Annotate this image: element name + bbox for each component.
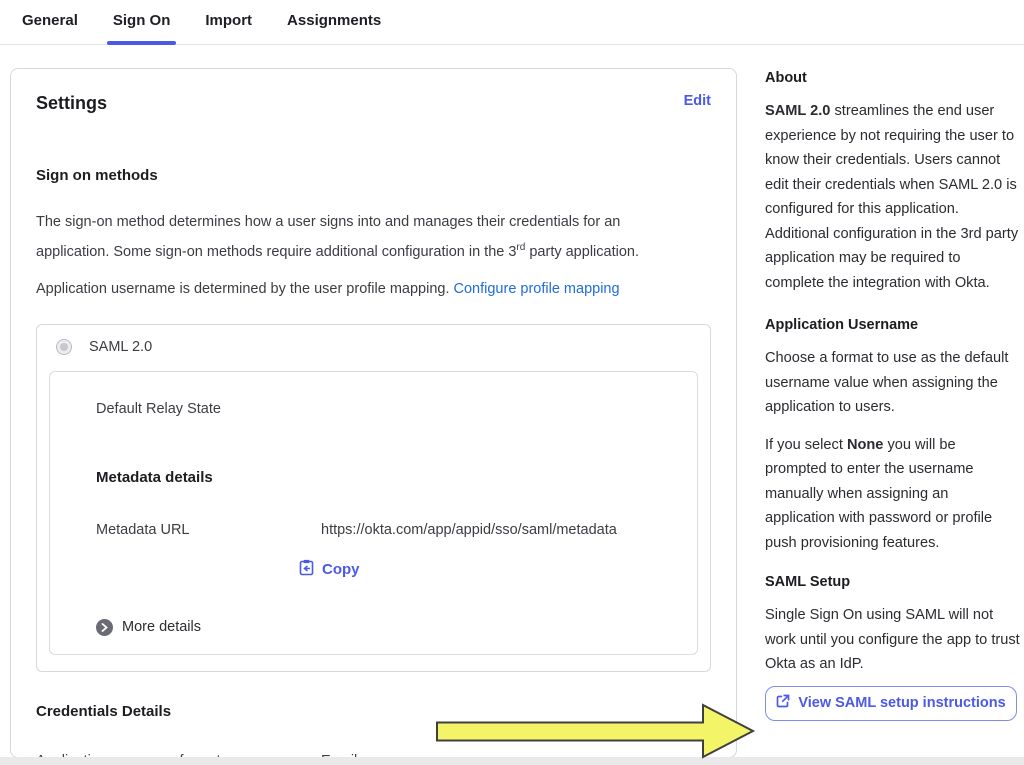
description-text-tail: party application. xyxy=(525,243,639,260)
metadata-url-label: Metadata URL xyxy=(96,521,190,538)
about-lead-bold: SAML 2.0 xyxy=(765,103,831,119)
application-username-heading: Application Username xyxy=(765,317,919,333)
clipboard-copy-icon xyxy=(299,559,314,580)
view-saml-setup-instructions-button[interactable] xyxy=(765,686,1017,721)
settings-card-header xyxy=(36,93,711,114)
setup-button-label: View SAML setup instructions xyxy=(798,695,1006,711)
description-superscript: rd xyxy=(516,242,526,253)
more-details-label: More details xyxy=(122,619,201,636)
sign-on-methods-heading: Sign on methods xyxy=(36,167,158,184)
help-sidebar xyxy=(765,70,1021,721)
credentials-details-heading: Credentials Details xyxy=(36,702,172,720)
metadata-details-heading: Metadata details xyxy=(96,468,213,486)
saml-setup-heading: SAML Setup xyxy=(765,574,851,590)
application-username-p1: Choose a format to use as the default username value when assigning the application to users. xyxy=(765,350,1009,415)
tab-assignments-label: Assignments xyxy=(287,12,382,29)
metadata-url-value: https://okta.com/app/appid/sso/saml/metadata xyxy=(321,521,617,538)
about-body-text: streamlines the end user experience by not requiring the user to know their credentials. Users cannot edit their credentials when SAML 2.0 is configured for this application. Additional configuration in the 3rd party application may be required to complete the integration with Okta. xyxy=(765,103,1019,291)
tab-sign-on-label: Sign On xyxy=(112,12,171,29)
copy-button-label: Copy xyxy=(322,560,360,578)
application-username-p2 xyxy=(765,433,1021,556)
tab-import[interactable] xyxy=(199,0,258,44)
saml-radio-button[interactable] xyxy=(56,339,72,355)
about-heading: About xyxy=(765,70,807,86)
saml-radio-label: SAML 2.0 xyxy=(89,338,153,355)
about-text xyxy=(765,99,1021,295)
p2-text-after: you will be prompted to enter the username manually when assigning an application with password or profile push provisioning features. xyxy=(765,436,993,551)
tab-assignments[interactable] xyxy=(281,0,387,44)
mapping-note-text: Application username is determined by the user profile mapping. xyxy=(36,280,454,297)
more-details-toggle[interactable] xyxy=(96,619,677,636)
tab-general[interactable] xyxy=(16,0,84,44)
settings-card xyxy=(10,68,737,758)
saml-setup-text: Single Sign On using SAML will not work until you configure the app to trust Okta as an IdP. xyxy=(765,607,1020,672)
settings-title: Settings xyxy=(36,93,108,113)
description-text: The sign-on method determines how a user signs into and manages their credentials for an application. Some sign-on methods require additional configuration in the 3 xyxy=(36,214,621,260)
tab-import-label: Import xyxy=(205,12,253,29)
app-tab-bar xyxy=(0,0,1024,45)
configure-profile-mapping-link[interactable]: Configure profile mapping xyxy=(453,280,620,297)
chevron-right-circle-icon xyxy=(96,619,113,636)
tab-sign-on[interactable] xyxy=(107,0,177,44)
metadata-url-row xyxy=(96,522,677,538)
default-relay-state-label: Default Relay State xyxy=(96,400,221,417)
edit-settings-link[interactable]: Edit xyxy=(683,93,711,109)
p2-text-before: If you select xyxy=(765,436,847,453)
saml-method-box xyxy=(36,324,711,672)
external-link-icon xyxy=(776,694,790,712)
yellow-arrow-annotation xyxy=(428,700,760,762)
copy-metadata-url-button[interactable] xyxy=(299,559,677,580)
p2-none-bold: None xyxy=(846,436,884,453)
saml-radio-row[interactable] xyxy=(49,339,698,355)
sign-on-methods-description xyxy=(36,209,681,265)
tab-active-underline xyxy=(107,41,177,45)
saml-details-box xyxy=(49,371,698,655)
username-mapping-note xyxy=(36,276,711,302)
tab-general-label: General xyxy=(22,12,78,29)
